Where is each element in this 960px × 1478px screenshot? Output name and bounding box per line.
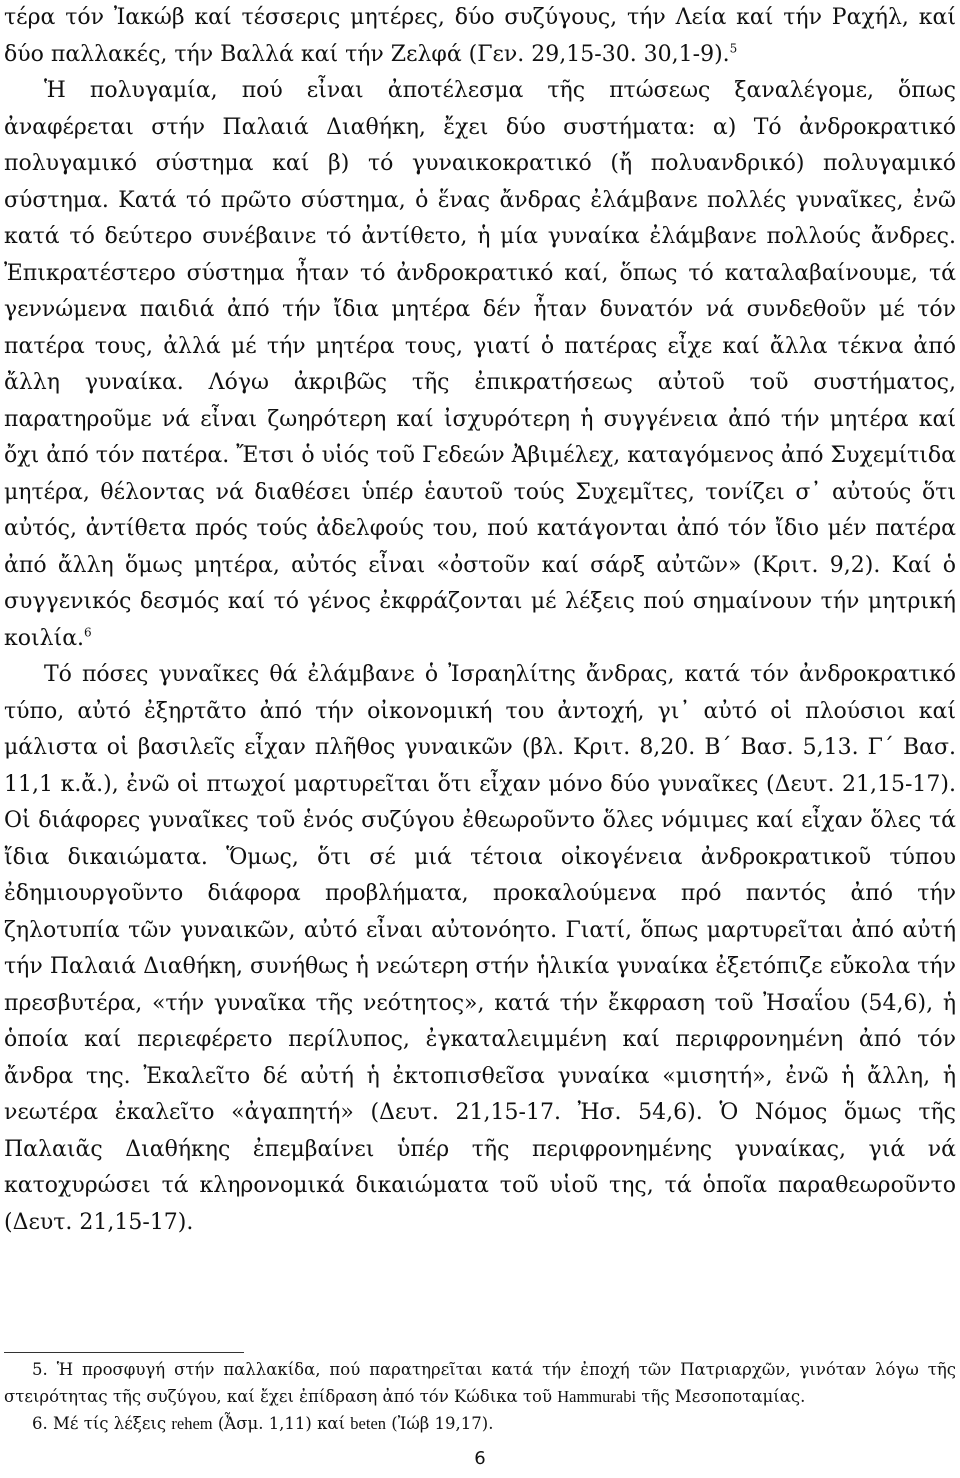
footnote-separator bbox=[4, 1352, 244, 1353]
footnote-text: Ἡ προσφυγή στήν παλλακίδα, πού παρατηρεῖται κατά τήν ἐποχή τῶν Πατριαρχῶν, γινόταν λόγω τῆς στειρότητας τῆς συζύγου, καί ἔχει ἐπίδραση ἀπό τόν Κώδικα τοῦ bbox=[4, 1360, 956, 1406]
footnote-text: (Ἆσμ. 1,11) καί bbox=[217, 1414, 346, 1433]
main-text bbox=[4, 0, 956, 1241]
footnote-latin-term: rehem bbox=[171, 1414, 213, 1433]
footnote-6 bbox=[4, 1410, 956, 1437]
footnote-number: 6. bbox=[32, 1414, 48, 1433]
paragraph-wives bbox=[4, 657, 956, 1241]
paragraph-text: Τό πόσες γυναῖκες θά ἐλάμβανε ὁ Ἰσραηλίτης ἄνδρας, κατά τόν ἀνδροκρατικό τύπο, αὐτό ἐξηρτᾶτο ἀπό τήν οἰκονομική του ἀντοχή, γι᾽ αὐτό οἱ πλούσιοι καί μάλιστα οἱ βασιλεῖς εἶχαν πλῆθος γυναικῶν (βλ. Κριτ. 8,20. Β´ Βασ. 5,13. Γ´ Βασ. 11,1 κ.ἄ.), ἐνῶ οἱ πτωχοί μαρτυρεῖται ὅτι εἶχαν μόνο δύο γυναῖκες (Δευτ. 21,15-17). Οἱ διάφορες γυναῖκες τοῦ ἑνός συζύγου ἐθεωροῦντο ὅλες νόμιμες καί εἶχαν ὅλες τά ἴδια δικαιώματα. Ὅμως, ὅτι σέ μιά τέτοια οἰκογένεια ἀνδροκρατικοῦ τύπου ἐδημιουργοῦντο διάφορα προβλήματα, προκαλούμενα πρό παντός ἀπό τήν ζηλοτυπία τῶν γυναικῶν, αὐτό εἶναι αὐτονόητο. Γιατί, ὅπως μαρτυρεῖται ἀπό αὐτή τήν Παλαιά Διαθήκη, συνήθως ἡ νεώτερη στήν ἡλικία γυναίκα ἐξετόπιζε εὔκολα τήν πρεσβυτέρα, «τήν γυναῖκα τῆς νεότητος», κατά τήν ἔκφραση τοῦ Ἠσαΐου (54,6), ἡ ὁποία καί περιεφέρετο περίλυπος, ἐγκαταλειμμένη καί περιφρονημένη ἀπό τόν ἄνδρα της. Ἐκαλεῖτο δέ αὐτή ἡ ἐκτοπισθεῖσα γυναίκα «μισητή», ἐνῶ ἡ ἄλλη, ἡ νεωτέρα ἐκαλεῖτο «ἀγαπητή» (Δευτ. 21,15-17. Ἠσ. 54,6). Ὁ Νόμος ὅμως τῆς Παλαιᾶς Διαθήκης ἐπεμβαίνει ὑπέρ τῆς περιφρονημένης γυναίκας, γιά νά κατοχυρώσει τά κληρονομικά δικαιώματα τοῦ υἱοῦ της, τά ὁποῖα παραθεωροῦντο (Δευτ. 21,15-17). bbox=[4, 662, 956, 1235]
footnote-text-tail: τῆς Μεσοποταμίας. bbox=[641, 1387, 806, 1406]
footnotes bbox=[4, 1356, 956, 1437]
paragraph-polygamy bbox=[4, 73, 956, 657]
footnote-number: 5. bbox=[32, 1360, 48, 1379]
footnote-text: Μέ τίς λέξεις bbox=[53, 1414, 167, 1433]
paragraph-text: Ἡ πολυγαμία, πού εἶναι ἀποτέλεσμα τῆς πτώσεως ξαναλέγομε, ὅπως ἀναφέρεται στήν Παλαιά Διαθήκη, ἔχει δύο συστήματα: α) Τό ἀνδροκρατικό πολυγαμικό σύστημα καί β) τό γυναικοκρατικό (ἤ πολυανδρικό) πολυγαμικό σύστημα. Κατά τό πρῶτο σύστημα, ὁ ἕνας ἄνδρας ἐλάμβανε πολλές γυναῖκες, ἐνῶ κατά τό δεύτερο συνέβαινε τό ἀντίθετο, ἡ μία γυναίκα ἐλάμβανε πολλούς ἄνδρες. Ἐπικρατέστερο σύστημα ἦταν τό ἀνδροκρατικό καί, ὅπως τό καταλαβαίνουμε, τά γεννώμενα παιδιά ἀπό τήν ἴδια μητέρα δέν ἦταν δυνατόν νά συνδεθοῦν μέ τόν πατέρα τους, ἀλλά μέ τήν μητέρα τους, γιατί ὁ πατέρας εἶχε καί ἄλλα τέκνα ἀπό ἄλλη γυναίκα. Λόγω ἀκριβῶς τῆς ἐπικρατήσεως αὐτοῦ τοῦ συστήματος, παρατηροῦμε νά εἶναι ζωηρότερη καί ἰσχυρότερη ἡ συγγένεια ἀπό τήν μητέρα καί ὄχι ἀπό τόν πατέρα. Ἔτσι ὁ υἱός τοῦ Γεδεών Ἀβιμέλεχ, καταγόμενος ἀπό Συχεμίτιδα μητέρα, θέλοντας νά διαθέσει ὑπέρ ἑαυτοῦ τούς Συχεμῖτες, τονίζει σ᾽ αὐτούς ὅτι αὐτός, ἀντίθετα πρός τούς ἀδελφούς του, πού κατάγονται ἀπό τόν ἴδιο μέν πατέρα ἀπό ἄλλη ὅμως μητέρα, αὐτός εἶναι «ὀστοῦν καί σάρξ αὐτῶν» (Κριτ. 9,2). Καί ὁ συγγενικός δεσμός καί τό γένος ἐκφράζονται μέ λέξεις πού σημαίνουν τήν μητρική κοιλία. bbox=[4, 78, 956, 651]
footnote-ref-5[interactable]: 5 bbox=[729, 41, 738, 56]
footnote-text: (Ἰώβ 19,17). bbox=[391, 1414, 494, 1433]
footnote-latin-term: Hammurabi bbox=[557, 1387, 637, 1406]
footnote-5 bbox=[4, 1356, 956, 1410]
paragraph-text: τέρα τόν Ἰακώβ καί τέσσερις μητέρες, δύο συζύγους, τήν Λεία καί τήν Ραχήλ, καί δύο παλλακές, τήν Βαλλά καί τήν Ζελφά (Γεν. 29,15-30. 30,1-9). bbox=[4, 5, 956, 67]
footnote-ref-6[interactable]: 6 bbox=[84, 625, 92, 640]
page-number: 6 bbox=[474, 1448, 486, 1469]
paragraph-continuation bbox=[4, 0, 956, 73]
footnote-latin-term: beten bbox=[350, 1414, 387, 1433]
